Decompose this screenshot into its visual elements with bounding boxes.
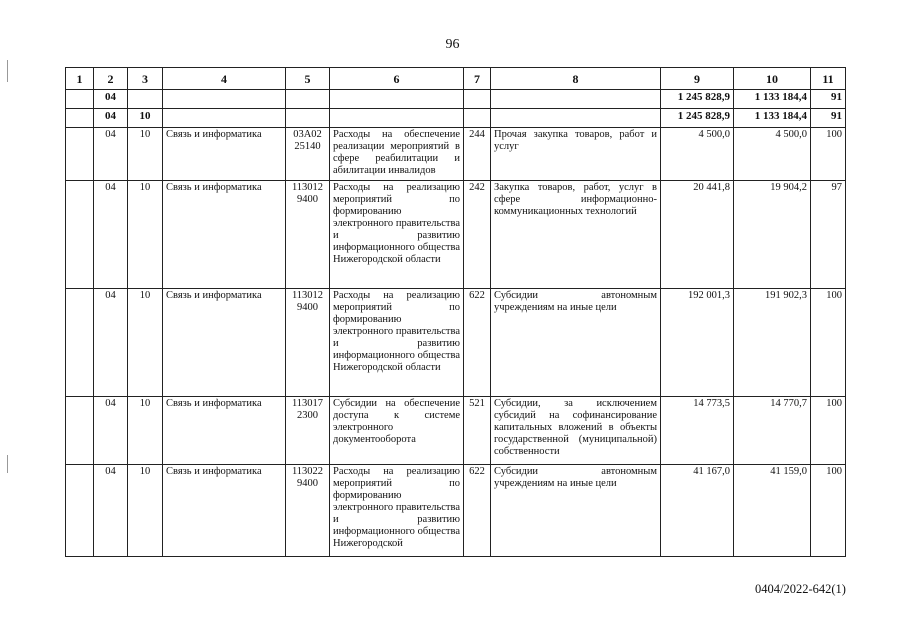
subsection-code: 10 bbox=[128, 289, 163, 397]
scan-margin-mark bbox=[7, 455, 8, 473]
section-name: Связь и информатика bbox=[163, 128, 286, 181]
planned-amount: 1 245 828,9 bbox=[661, 109, 734, 128]
section-code: 04 bbox=[94, 289, 128, 397]
planned-amount: 4 500,0 bbox=[661, 128, 734, 181]
planned-amount: 14 773,5 bbox=[661, 397, 734, 465]
header-cell: 7 bbox=[464, 68, 491, 90]
target-article-code: 113022 9400 bbox=[286, 465, 330, 557]
table-row bbox=[66, 397, 846, 465]
subsection-code: 10 bbox=[128, 109, 163, 128]
header-row bbox=[66, 68, 846, 90]
section-code: 04 bbox=[94, 397, 128, 465]
subsection-code: 10 bbox=[128, 465, 163, 557]
header-cell: 1 bbox=[66, 68, 94, 90]
target-article-code: 03А02 25140 bbox=[286, 128, 330, 181]
planned-amount: 192 001,3 bbox=[661, 289, 734, 397]
expense-type-name: Закупка товаров, работ, услуг в сфере информационно-коммуникационных технологий bbox=[491, 181, 661, 289]
target-article-code: 113017 2300 bbox=[286, 397, 330, 465]
summary-row bbox=[66, 90, 846, 109]
planned-amount: 20 441,8 bbox=[661, 181, 734, 289]
header-cell: 4 bbox=[163, 68, 286, 90]
table-row bbox=[66, 181, 846, 289]
header-cell: 6 bbox=[330, 68, 464, 90]
subsection-code bbox=[128, 90, 163, 109]
header-cell: 11 bbox=[811, 68, 846, 90]
expense-type-name: Субсидии автономным учреждениям на иные цели bbox=[491, 289, 661, 397]
actual-amount: 14 770,7 bbox=[734, 397, 811, 465]
table-row bbox=[66, 465, 846, 557]
expense-description: Расходы на реализацию мероприятий по формированию электронного правительства и развитию информационного общества Нижегородской bbox=[330, 465, 464, 557]
section-code: 04 bbox=[94, 128, 128, 181]
actual-amount: 191 902,3 bbox=[734, 289, 811, 397]
subsection-code: 10 bbox=[128, 181, 163, 289]
section-name: Связь и информатика bbox=[163, 289, 286, 397]
execution-percent: 97 bbox=[811, 181, 846, 289]
expense-type-name: Прочая закупка товаров, работ и услуг bbox=[491, 128, 661, 181]
actual-amount: 4 500,0 bbox=[734, 128, 811, 181]
execution-percent: 100 bbox=[811, 465, 846, 557]
header-cell: 3 bbox=[128, 68, 163, 90]
table-row bbox=[66, 289, 846, 397]
expense-description: Расходы на реализацию мероприятий по формированию электронного правительства и развитию информационного общества Нижегородской области bbox=[330, 289, 464, 397]
expense-type-code: 521 bbox=[464, 397, 491, 465]
header-cell: 10 bbox=[734, 68, 811, 90]
header-cell: 8 bbox=[491, 68, 661, 90]
budget-table bbox=[65, 67, 846, 557]
execution-percent: 100 bbox=[811, 397, 846, 465]
expense-description: Расходы на обеспечение реализации мероприятий в сфере реабилитации и абилитации инвалидов bbox=[330, 128, 464, 181]
expense-type-code: 242 bbox=[464, 181, 491, 289]
expense-type-name: Субсидии автономным учреждениям на иные цели bbox=[491, 465, 661, 557]
actual-amount: 41 159,0 bbox=[734, 465, 811, 557]
actual-amount: 19 904,2 bbox=[734, 181, 811, 289]
document-code: 0404/2022-642(1) bbox=[755, 582, 846, 596]
header-cell: 9 bbox=[661, 68, 734, 90]
actual-amount: 1 133 184,4 bbox=[734, 109, 811, 128]
expense-description: Субсидии на обеспечение доступа к системе электронного документооборота bbox=[330, 397, 464, 465]
subsection-code: 10 bbox=[128, 397, 163, 465]
execution-percent: 100 bbox=[811, 128, 846, 181]
section-code: 04 bbox=[94, 90, 128, 109]
target-article-code: 113012 9400 bbox=[286, 289, 330, 397]
target-article-code: 113012 9400 bbox=[286, 181, 330, 289]
summary-row bbox=[66, 109, 846, 128]
section-name: Связь и информатика bbox=[163, 397, 286, 465]
planned-amount: 41 167,0 bbox=[661, 465, 734, 557]
expense-type-name: Субсидии, за исключением субсидий на софинансирование капитальных вложений в объекты государственной (муниципальной) собственности bbox=[491, 397, 661, 465]
section-name: Связь и информатика bbox=[163, 465, 286, 557]
execution-percent: 91 bbox=[811, 109, 846, 128]
actual-amount: 1 133 184,4 bbox=[734, 90, 811, 109]
scan-margin-mark bbox=[7, 60, 8, 82]
planned-amount: 1 245 828,9 bbox=[661, 90, 734, 109]
expense-description: Расходы на реализацию мероприятий по формированию электронного правительства и развитию информационного общества Нижегородской области bbox=[330, 181, 464, 289]
page-number: 96 bbox=[445, 37, 460, 52]
header-cell: 2 bbox=[94, 68, 128, 90]
section-code: 04 bbox=[94, 465, 128, 557]
expense-type-code: 244 bbox=[464, 128, 491, 181]
execution-percent: 91 bbox=[811, 90, 846, 109]
header-cell: 5 bbox=[286, 68, 330, 90]
expense-type-code: 622 bbox=[464, 465, 491, 557]
section-code: 04 bbox=[94, 181, 128, 289]
section-code: 04 bbox=[94, 109, 128, 128]
table-row bbox=[66, 128, 846, 181]
execution-percent: 100 bbox=[811, 289, 846, 397]
section-name: Связь и информатика bbox=[163, 181, 286, 289]
subsection-code: 10 bbox=[128, 128, 163, 181]
expense-type-code: 622 bbox=[464, 289, 491, 397]
